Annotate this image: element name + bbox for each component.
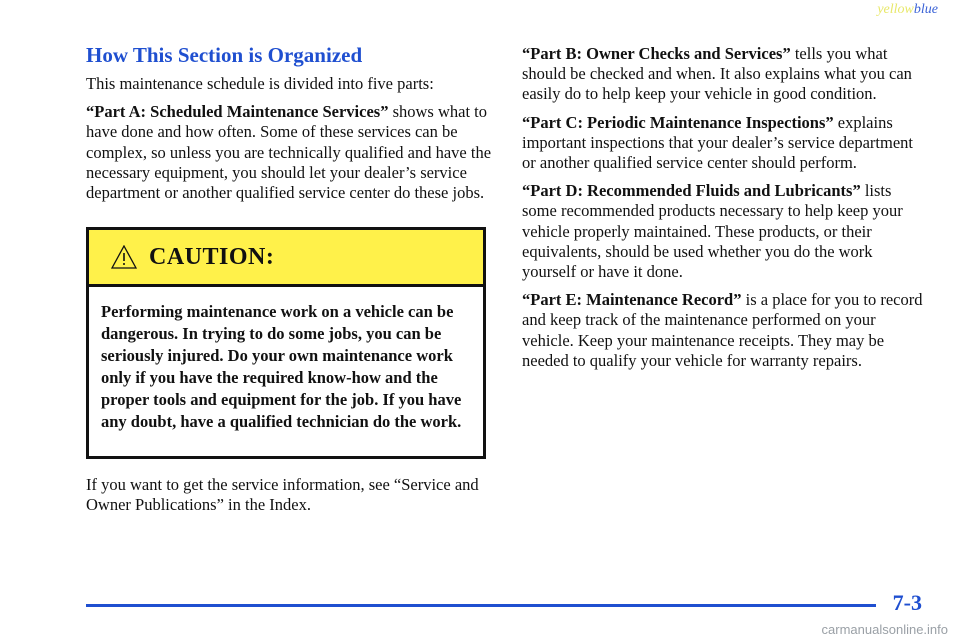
section-title: How This Section is Organized: [86, 43, 363, 67]
part-a-paragraph: [86, 102, 494, 203]
service-info-paragraph: If you want to get the service information, see “Service and Owner Publications” in the Index.: [86, 475, 479, 515]
part-b-lead: “Part B: Owner Checks and Services”: [522, 44, 791, 63]
part-e-lead: “Part E: Maintenance Record”: [522, 290, 742, 310]
caution-header: [89, 230, 483, 287]
part-e-text: is a place for you to record and keep track of the maintenance performed on your vehicle. Keep your maintenance receipts. They may be needed to qualify your vehicle for warranty repairs.: [522, 290, 923, 370]
part-c-text: explains important inspections that your dealer’s service department or another qualified service center should perform.: [522, 112, 913, 173]
part-d-lead: “Part D: Recommended Fluids and Lubricants”: [522, 181, 861, 201]
intro-paragraph: This maintenance schedule is divided into five parts:: [86, 74, 434, 93]
part-b-paragraph: [522, 44, 930, 105]
warning-triangle-icon: [111, 245, 137, 269]
print-stamp: yellowblue: [877, 2, 938, 17]
caution-title: CAUTION:: [149, 244, 275, 271]
part-d-paragraph: [522, 181, 930, 282]
part-c-paragraph: [522, 113, 930, 174]
part-b-text: tells you what should be checked and when. It also explains what you can easily do to help keep your vehicle in good condition.: [522, 44, 912, 104]
part-a-text: shows what to have done and how often. Some of these services can be complex, so unless you are technically qualified and have the necessary equipment, you should let your dealer’s service department or another qualified service center do these jobs.: [86, 102, 492, 203]
part-a-lead: “Part A: Scheduled Maintenance Services”: [86, 102, 389, 122]
page-number: 7-3: [892, 590, 922, 615]
part-e-paragraph: [522, 290, 930, 371]
caution-box: [86, 227, 486, 459]
part-c-lead: “Part C: Periodic Maintenance Inspections”: [522, 112, 834, 132]
part-d-text: lists some recommended products necessary to help keep your vehicle properly maintained. These products, or their equivalents, should be used whether you do the work yourself or have it done.: [522, 181, 903, 282]
watermark: carmanualsonline.info: [821, 622, 948, 637]
left-column: [86, 42, 494, 524]
footer-rule: [86, 604, 876, 607]
right-column: [522, 44, 930, 379]
caution-body: Performing maintenance work on a vehicle can be dangerous. In trying to do some jobs, you can be seriously injured. Do your own maintenance work only if you have the required know-how and the proper tools and equipment for the job. If you have any doubt, have a qualified technician do the work.: [101, 302, 462, 432]
